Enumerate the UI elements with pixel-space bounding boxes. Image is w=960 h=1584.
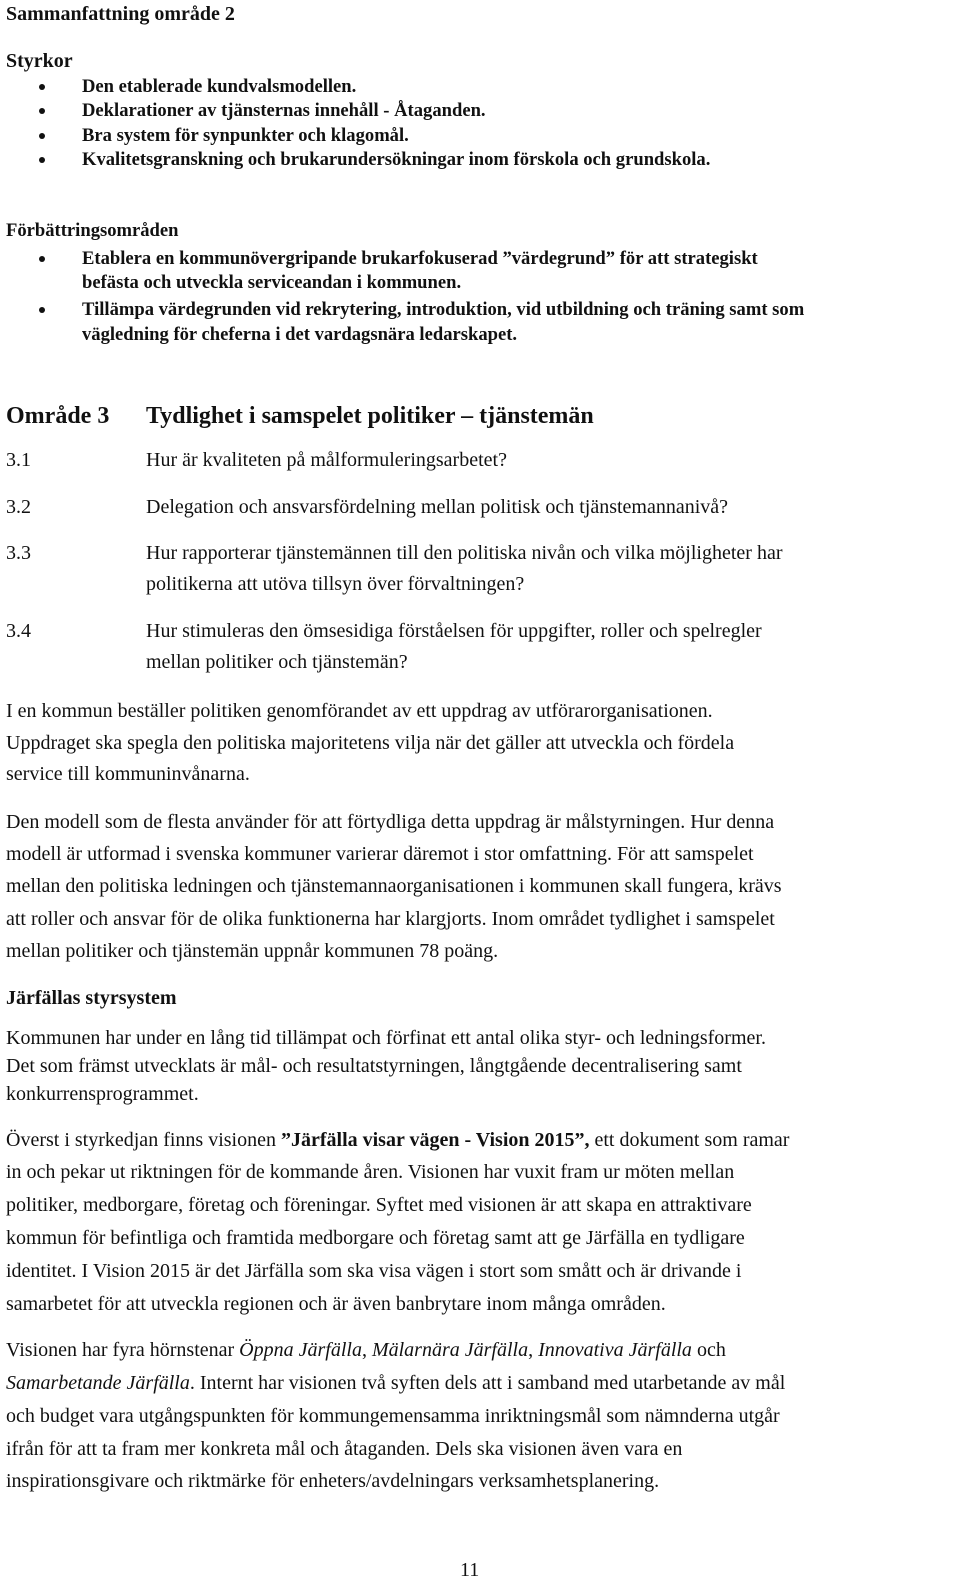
body-line: samarbetet för att utveckla regionen och är även banbrytare inom många områden. <box>6 1293 666 1315</box>
body-text-span: ett dokument som ramar <box>589 1129 790 1151</box>
bullet-icon <box>39 133 45 139</box>
subheading: Järfällas styrsystem <box>6 987 177 1009</box>
question-text: Hur är kvaliteten på målformuleringsarbetet? <box>146 449 507 471</box>
improvement-item-line: Tillämpa värdegrunden vid rekrytering, introduktion, vid utbildning och träning samt som <box>82 299 805 320</box>
improvement-item-line: befästa och utveckla serviceandan i kommunen. <box>82 272 462 293</box>
body-line: och budget vara utgångspunkten för kommungemensamma inriktningsmål som nämnderna utgår <box>6 1405 780 1427</box>
body-line: modell är utformad i svenska kommuner varierar däremot i stor omfattning. För att samspelet <box>6 843 754 865</box>
cornerstone-name: Innovativa Järfälla <box>538 1339 692 1361</box>
strength-item: Den etablerade kundvalsmodellen. <box>82 76 357 97</box>
body-line <box>6 1128 789 1152</box>
vision-title: ”Järfälla visar vägen - Vision 2015”, <box>280 1129 590 1151</box>
bullet-icon <box>39 256 45 262</box>
page-number: 11 <box>460 1559 480 1581</box>
strength-item: Bra system för synpunkter och klagomål. <box>82 125 409 146</box>
body-line <box>6 1371 785 1395</box>
body-line: politiker, medborgare, företag och föreningar. Syftet med visionen är att skapa en attraktivare <box>6 1194 752 1216</box>
question-number: 3.1 <box>6 449 31 471</box>
bullet-icon <box>39 307 45 313</box>
section-label: Område 3 <box>6 403 110 429</box>
cornerstone-name: Mälarnära Järfälla <box>371 1339 529 1361</box>
body-text-span: Visionen har fyra hörnstenar <box>6 1339 240 1361</box>
body-text-span: , <box>528 1339 539 1361</box>
body-text-span: . Internt har visionen två syften dels att i samband med utarbetande av mål <box>189 1372 786 1394</box>
body-line: ifrån för att ta fram mer konkreta mål och åtaganden. Dels ska visionen även vara en <box>6 1438 683 1460</box>
body-line <box>6 1338 726 1362</box>
bullet-icon <box>39 84 45 90</box>
bullet-icon <box>39 108 45 114</box>
strengths-heading: Styrkor <box>6 50 73 72</box>
body-line: Kommunen har under en lång tid tillämpat och förfinat ett antal olika styr- och ledningsformer. <box>6 1027 766 1049</box>
question-text: mellan politiker och tjänstemän? <box>146 651 408 673</box>
bullet-icon <box>39 157 45 163</box>
body-line: I en kommun beställer politiken genomförandet av ett uppdrag av utförarorganisationen. <box>6 700 713 722</box>
body-text-span: och <box>691 1339 726 1361</box>
question-text: Hur rapporterar tjänstemännen till den politiska nivån och vilka möjligheter har <box>146 542 783 564</box>
strength-item: Kvalitetsgranskning och brukarundersökningar inom förskola och grundskola. <box>82 149 711 170</box>
body-line: identitet. I Vision 2015 är det Järfälla som ska visa vägen i stort som smått och är drivande i <box>6 1260 742 1282</box>
question-text: Hur stimuleras den ömsesidiga förståelsen för uppgifter, roller och spelregler <box>146 620 762 642</box>
body-line: in och pekar ut riktningen för de kommande åren. Visionen har vuxit fram ur möten mellan <box>6 1161 735 1183</box>
body-line: att roller och ansvar för de olika funktionerna har klargjorts. Inom området tydlighet i samspelet <box>6 908 775 930</box>
strength-item: Deklarationer av tjänsternas innehåll - Åtaganden. <box>82 100 486 121</box>
section-title: Tydlighet i samspelet politiker – tjänstemän <box>146 403 594 429</box>
summary-title: Sammanfattning område 2 <box>6 3 235 25</box>
question-number: 3.4 <box>6 620 31 642</box>
question-text: politikerna att utöva tillsyn över förvaltningen? <box>146 573 525 595</box>
improvement-item-line: Etablera en kommunövergripande brukarfokuserad ”värdegrund” för att strategiskt <box>82 248 758 269</box>
body-line: Den modell som de flesta använder för att förtydliga detta uppdrag är målstyrningen. Hur denna <box>6 811 775 833</box>
improvements-heading: Förbättringsområden <box>6 220 179 241</box>
body-line: konkurrensprogrammet. <box>6 1083 199 1105</box>
body-line: inspirationsgivare och riktmärke för enheters/avdelningars verksamhetsplanering. <box>6 1470 660 1492</box>
cornerstone-name: Samarbetande Järfälla <box>6 1372 190 1394</box>
improvement-item-line: vägledning för cheferna i det vardagsnära ledarskapet. <box>82 324 518 345</box>
question-text: Delegation och ansvarsfördelning mellan politisk och tjänstemannanivå? <box>146 496 729 518</box>
body-text-span: Överst i styrkedjan finns visionen <box>6 1129 281 1151</box>
body-line: kommun för befintliga och framtida medborgare och företag samt att ge Järfälla en tydligare <box>6 1227 745 1249</box>
body-line: mellan den politiska ledningen och tjänstemannaorganisationen i kommunen skall fungera, krävs <box>6 875 782 897</box>
body-line: Uppdraget ska spegla den politiska majoritetens vilja när det gäller att utveckla och fördela <box>6 732 735 754</box>
body-line: service till kommuninvånarna. <box>6 763 250 785</box>
cornerstone-name: Öppna Järfälla <box>239 1339 362 1361</box>
question-number: 3.2 <box>6 496 31 518</box>
question-number: 3.3 <box>6 542 31 564</box>
body-line: mellan politiker och tjänstemän uppnår kommunen 78 poäng. <box>6 940 499 962</box>
body-line: Det som främst utvecklats är mål- och resultatstyrningen, långtgående decentralisering samt <box>6 1055 742 1077</box>
body-text-span: , <box>361 1339 372 1361</box>
